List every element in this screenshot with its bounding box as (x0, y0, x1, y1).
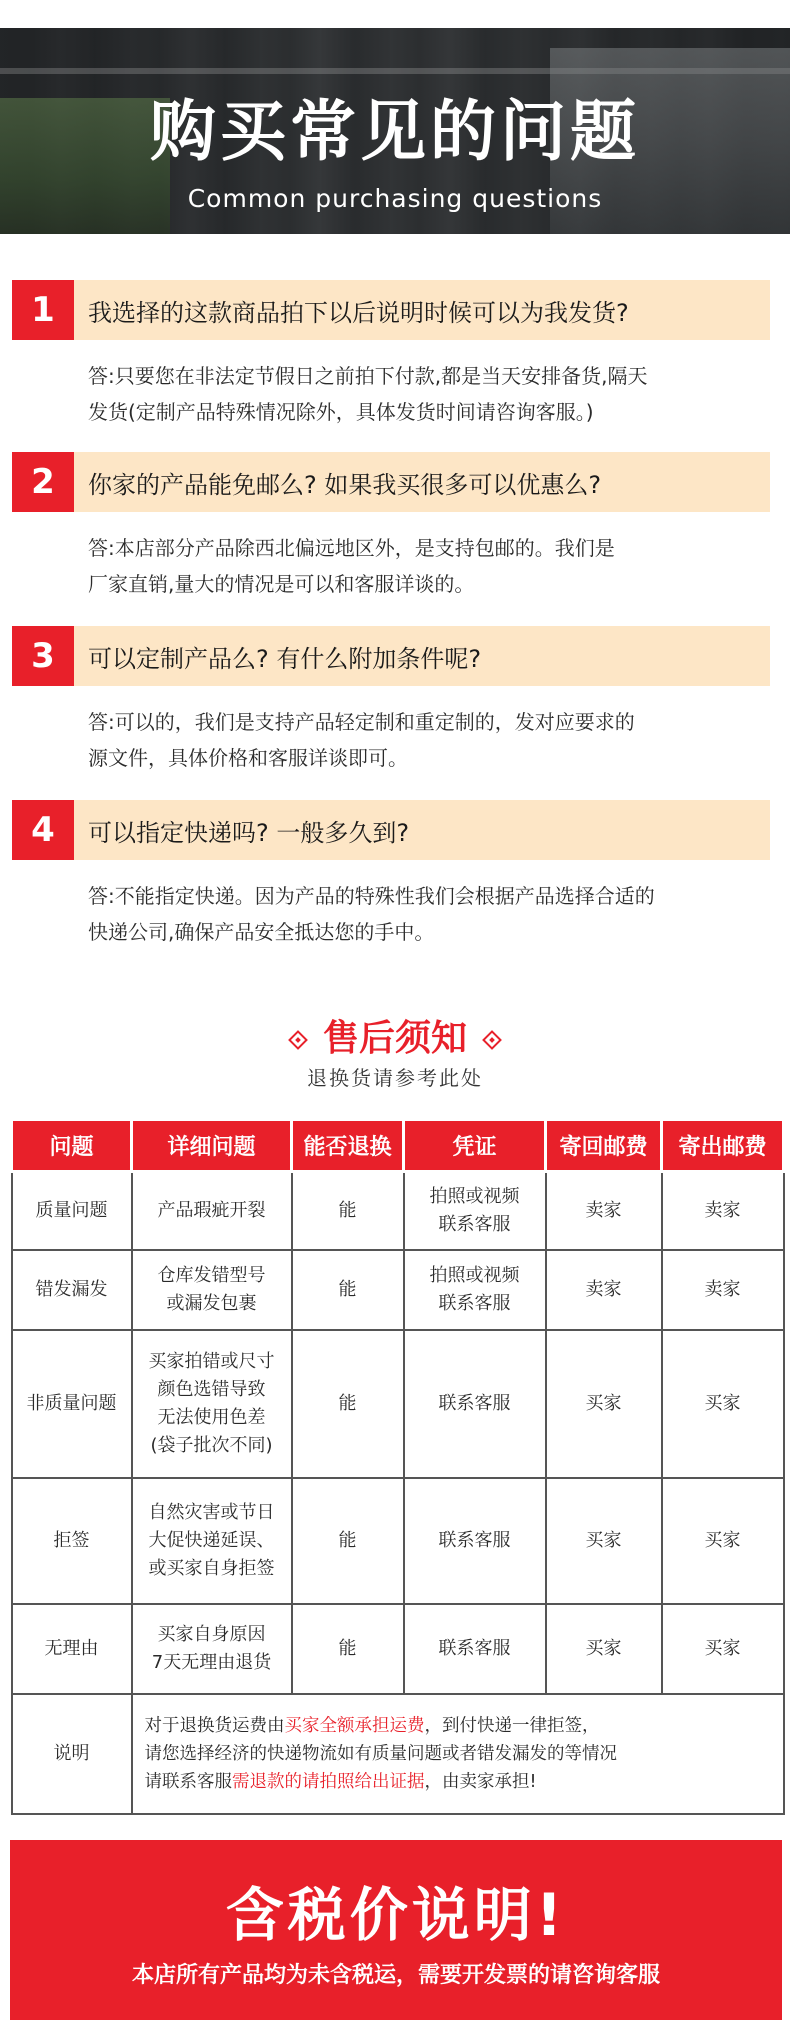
faq-question-bar (12, 626, 762, 686)
table-cell-detail (132, 1330, 292, 1478)
table-row (12, 1250, 784, 1330)
faq-answer-line: 发货(定制产品特殊情况除外，具体发货时间请咨询客服。) (88, 400, 594, 424)
faq-answer-line: 答:本店部分产品除西北偏远地区外，是支持包邮的。我们是 (88, 536, 615, 560)
cell-line: 大促快递延误、 (148, 1529, 275, 1551)
column-header: 寄回邮费 (546, 1120, 662, 1172)
faq-number-badge: 1 (12, 280, 74, 340)
cell-line: 联系客服 (438, 1637, 511, 1659)
faq-item-1 (12, 280, 762, 430)
table-cell-send-postage: 卖家 (662, 1250, 784, 1330)
tax-notice-title: 含税价说明! (225, 1881, 567, 1949)
table-row (12, 1604, 784, 1694)
table-cell-send-postage: 买家 (662, 1330, 784, 1478)
note-text: 请联系客服 (144, 1771, 232, 1792)
table-cell-returnable: 能 (292, 1250, 404, 1330)
cell-line: 颜色选错导致 (157, 1378, 266, 1400)
faq-answer (12, 704, 762, 776)
table-cell-proof (404, 1250, 546, 1330)
cell-line: 联系客服 (438, 1292, 511, 1314)
table-cell-issue: 质量问题 (12, 1172, 132, 1250)
cell-line: 产品瑕疵开裂 (157, 1199, 266, 1221)
table-cell-return-postage: 买家 (546, 1604, 662, 1694)
column-header: 详细问题 (132, 1120, 292, 1172)
cell-line: 或漏发包裹 (166, 1292, 257, 1314)
cell-line: 无法使用色差 (157, 1406, 266, 1428)
table-cell-send-postage: 买家 (662, 1604, 784, 1694)
faq-number-badge: 3 (12, 626, 74, 686)
table-cell-issue: 拒签 (12, 1478, 132, 1604)
column-header: 凭证 (404, 1120, 546, 1172)
banner-subtitle: Common purchasing questions (187, 184, 603, 213)
faq-answer-line: 源文件，具体价格和客服详谈即可。 (88, 746, 408, 770)
tax-notice-box (10, 1840, 782, 2020)
cell-line: 买家自身原因 (157, 1623, 266, 1645)
faq-question-bar (12, 280, 762, 340)
note-highlight: 买家全额承担运费 (284, 1715, 425, 1736)
after-sales-title (0, 1010, 790, 1061)
faq-number-badge: 2 (12, 452, 74, 512)
table-cell-proof (404, 1604, 546, 1694)
table-cell-returnable: 能 (292, 1172, 404, 1250)
cell-line: 联系客服 (438, 1213, 511, 1235)
note-text: ，由卖家承担! (424, 1771, 537, 1792)
faq-answer-line: 厂家直销,量大的情况是可以和客服详谈的。 (88, 572, 475, 596)
table-cell-detail (132, 1172, 292, 1250)
faq-question: 你家的产品能免邮么? 如果我买很多可以优惠么? (74, 452, 770, 512)
tax-notice-text: 本店所有产品均为未含税运，需要开发票的请咨询客服 (131, 1963, 660, 1988)
banner-title: 购买常见的问题 (150, 93, 640, 170)
table-cell-return-postage: 卖家 (546, 1172, 662, 1250)
table-cell-return-postage: 买家 (546, 1478, 662, 1604)
table-row (12, 1478, 784, 1604)
cell-line: 联系客服 (438, 1392, 511, 1414)
faq-answer (12, 878, 762, 950)
note-highlight: 需退款的请拍照给出证据 (232, 1771, 425, 1792)
faq-item-2 (12, 452, 762, 602)
faq-answer-line: 答:不能指定快递。因为产品的特殊性我们会根据产品选择合适的 (88, 884, 655, 908)
table-note-row (12, 1694, 784, 1814)
column-header: 寄出邮费 (662, 1120, 784, 1172)
faq-answer (12, 530, 762, 602)
note-text: ，到付快递一律拒签， (424, 1715, 600, 1736)
note-text: 对于退换货运费由 (144, 1715, 285, 1736)
table-cell-detail (132, 1478, 292, 1604)
table-row (12, 1172, 784, 1250)
table-cell-detail (132, 1250, 292, 1330)
table-cell-returnable: 能 (292, 1478, 404, 1604)
table-cell-note-label: 说明 (12, 1694, 132, 1814)
after-sales-table (10, 1118, 782, 1815)
faq-question-bar (12, 452, 762, 512)
cell-line: 买家拍错或尺寸 (148, 1350, 275, 1372)
cell-line: 仓库发错型号 (157, 1264, 266, 1286)
after-sales-title-text: 售后须知 (322, 1018, 467, 1059)
banner (0, 28, 790, 234)
table-cell-issue: 非质量问题 (12, 1330, 132, 1478)
table-cell-detail (132, 1604, 292, 1694)
table-cell-proof (404, 1478, 546, 1604)
note-line: 请您选择经济的快递物流如有质量问题或者错发漏发的等情况 (144, 1743, 617, 1764)
cell-line: 联系客服 (438, 1529, 511, 1551)
table-cell-returnable: 能 (292, 1330, 404, 1478)
faq-answer-line: 答:只要您在非法定节假日之前拍下付款,都是当天安排备货,隔天 (88, 364, 648, 388)
table-header-row (12, 1120, 784, 1172)
cell-line: 自然灾害或节日 (148, 1501, 275, 1523)
cell-line: 拍照或视频 (429, 1264, 520, 1286)
cell-line: 或买家自身拒签 (148, 1557, 275, 1579)
cell-line: 7天无理由退货 (151, 1651, 272, 1673)
note-line (145, 1712, 779, 1740)
diamond-ornament-icon (288, 1030, 308, 1050)
faq-answer-line: 答:可以的，我们是支持产品轻定制和重定制的，发对应要求的 (88, 710, 635, 734)
table-cell-return-postage: 买家 (546, 1330, 662, 1478)
faq-question: 可以定制产品么? 有什么附加条件呢? (74, 626, 770, 686)
faq-item-4 (12, 800, 762, 950)
column-header: 能否退换 (292, 1120, 404, 1172)
table-cell-proof (404, 1330, 546, 1478)
table-cell-proof (404, 1172, 546, 1250)
diamond-ornament-icon (482, 1030, 502, 1050)
faq-question: 可以指定快递吗? 一般多久到? (74, 800, 770, 860)
table-row (12, 1330, 784, 1478)
faq-answer-line: 快递公司,确保产品安全抵达您的手中。 (88, 920, 435, 944)
faq-question-bar (12, 800, 762, 860)
cell-line: (袋子批次不同) (150, 1434, 273, 1456)
note-line (145, 1768, 779, 1796)
table-cell-issue: 错发漏发 (12, 1250, 132, 1330)
table-cell-note (132, 1694, 784, 1814)
faq-item-3 (12, 626, 762, 776)
after-sales-subtitle: 退换货请参考此处 (307, 1066, 483, 1090)
table-cell-returnable: 能 (292, 1604, 404, 1694)
column-header: 问题 (12, 1120, 132, 1172)
faq-number-badge: 4 (12, 800, 74, 860)
cell-line: 拍照或视频 (429, 1185, 520, 1207)
table-cell-send-postage: 卖家 (662, 1172, 784, 1250)
faq-answer (12, 358, 762, 430)
table-cell-return-postage: 卖家 (546, 1250, 662, 1330)
table-cell-send-postage: 买家 (662, 1478, 784, 1604)
faq-question: 我选择的这款商品拍下以后说明时候可以为我发货? (74, 280, 770, 340)
table-cell-issue: 无理由 (12, 1604, 132, 1694)
